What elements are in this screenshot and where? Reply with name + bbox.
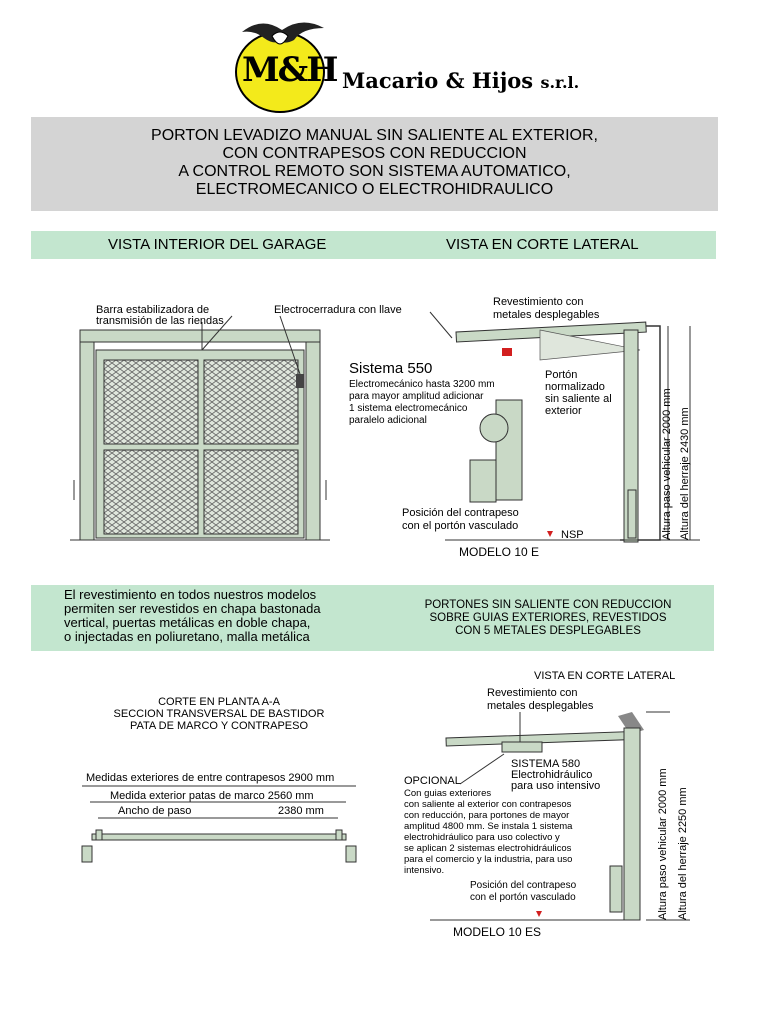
optional-line-5: electrohidráulico para uso colectivo y — [404, 832, 560, 843]
dim-outer: Medidas exteriores de entre contrapesos 2900 mm — [86, 772, 335, 784]
gates-line-3: CON 5 METALES DESPLEGABLES — [455, 625, 641, 637]
title-line-1: PORTON LEVADIZO MANUAL SIN SALIENTE AL EXTERIOR, — [151, 127, 598, 144]
optional-line-3: con reducción, para portones de mayor — [404, 810, 570, 821]
gates-info — [390, 599, 706, 638]
optional-line-1: Con guias exteriores — [404, 788, 492, 799]
model-10es: MODELO 10 ES — [453, 925, 542, 939]
plan-title — [90, 696, 348, 732]
system-580-line-1: SISTEMA 580 — [511, 758, 581, 770]
gates-line-2: SOBRE GUIAS EXTERIORES, REVESTIDOS — [429, 612, 667, 624]
gate-interior-view — [70, 316, 330, 540]
system-550-line-3: 1 sistema electromecánico — [349, 403, 468, 414]
label-electric-lock: Electrocerradura con llave — [274, 304, 402, 316]
height-vehicle-top: Altura paso vehicular 2000 mm — [661, 388, 673, 540]
model-10e: MODELO 10 E — [459, 545, 540, 559]
optional-line-7: para el comercio y la industria, para uso — [404, 854, 573, 865]
coating-info — [64, 588, 321, 644]
door-line-3: sin saliente al — [545, 393, 612, 405]
system-580-line-3: para uso intensivo — [511, 780, 601, 792]
optional-title: OPCIONAL — [404, 775, 461, 787]
door-line-4: exterior — [545, 405, 582, 417]
system-550-line-2: para mayor amplitud adicionar — [349, 391, 484, 402]
gates-line-1: PORTONES SIN SALIENTE CON REDUCCION — [424, 599, 672, 611]
counterweight-bottom-1: Posición del contrapeso — [470, 880, 577, 891]
bottom-view-title: VISTA EN CORTE LATERAL — [534, 670, 676, 682]
counterweight-top-1: Posición del contrapeso — [402, 507, 519, 519]
title-line-2: CON CONTRAPESOS CON REDUCCION — [222, 145, 527, 162]
company-suffix: s.r.l. — [540, 73, 580, 92]
system-550-title: Sistema 550 — [349, 360, 433, 377]
door-line-2: normalizado — [545, 381, 605, 393]
counterweight-top-2: con el portón vasculado — [402, 520, 519, 532]
label-cover-1: Revestimiento con — [493, 296, 584, 308]
optional-line-6: se aplican 2 sistemas electrohidráulicos — [404, 843, 572, 854]
label-stabilizer-1: Barra estabilizadora de — [96, 304, 210, 316]
bottom-cover-1: Revestimiento con — [487, 687, 578, 699]
company-name-text: Macario & Hijos — [342, 68, 534, 93]
dim-pass-value: 2380 mm — [278, 805, 324, 817]
nsp-label: NSP — [561, 529, 584, 541]
door-line-1: Portón — [545, 369, 578, 381]
coating-line-2: permiten ser revestidos en chapa bastonada — [64, 601, 321, 616]
label-stabilizer-2: transmisión de las riendas — [96, 315, 224, 327]
section-left-title: VISTA INTERIOR DEL GARAGE — [108, 236, 327, 253]
title-line-4: ELECTROMECANICO O ELECTROHIDRAULICO — [195, 181, 554, 198]
label-cover-2: metales desplegables — [493, 309, 600, 321]
title-line-3: A CONTROL REMOTO SON SISTEMA AUTOMATICO, — [178, 163, 571, 180]
system-550-line-1: Electromecánico hasta 3200 mm — [349, 379, 495, 390]
height-vehicle-bottom: Altura paso vehicular 2000 mm — [657, 768, 669, 920]
height-hardware-top: Altura del herraje 2430 mm — [679, 407, 691, 540]
optional-text — [404, 788, 572, 876]
plan-title-line-1: CORTE EN PLANTA A-A — [158, 696, 280, 708]
plan-title-line-2: SECCION TRANSVERSAL DE BASTIDOR — [113, 708, 325, 720]
coating-line-4: o injectadas en poliuretano, malla metálica — [64, 629, 310, 644]
plan-title-line-3: PATA DE MARCO Y CONTRAPESO — [129, 720, 309, 732]
system-580-line-2: Electrohidráulico — [511, 769, 593, 781]
logo-text: M&H — [242, 50, 337, 90]
optional-line-8: intensivo. — [404, 865, 445, 876]
dim-frame: Medida exterior patas de marco 2560 mm — [110, 790, 314, 802]
section-right-title: VISTA EN CORTE LATERAL — [446, 236, 639, 253]
bottom-cover-2: metales desplegables — [487, 700, 594, 712]
dim-pass-label: Ancho de paso — [118, 805, 192, 817]
coating-line-1: El revestimiento en todos nuestros modelos — [64, 587, 317, 602]
counterweight-bottom-2: con el portón vasculado — [470, 892, 576, 903]
system-550-line-4: paralelo adicional — [349, 415, 427, 426]
height-hardware-bottom: Altura del herraje 2250 mm — [677, 787, 689, 920]
coating-line-3: vertical, puertas metálicas en doble chapa, — [64, 615, 311, 630]
optional-line-4: amplitud 4800 mm. Se instala 1 sistema — [404, 821, 573, 832]
optional-line-2: con saliente al exterior con contrapesos — [404, 799, 572, 810]
